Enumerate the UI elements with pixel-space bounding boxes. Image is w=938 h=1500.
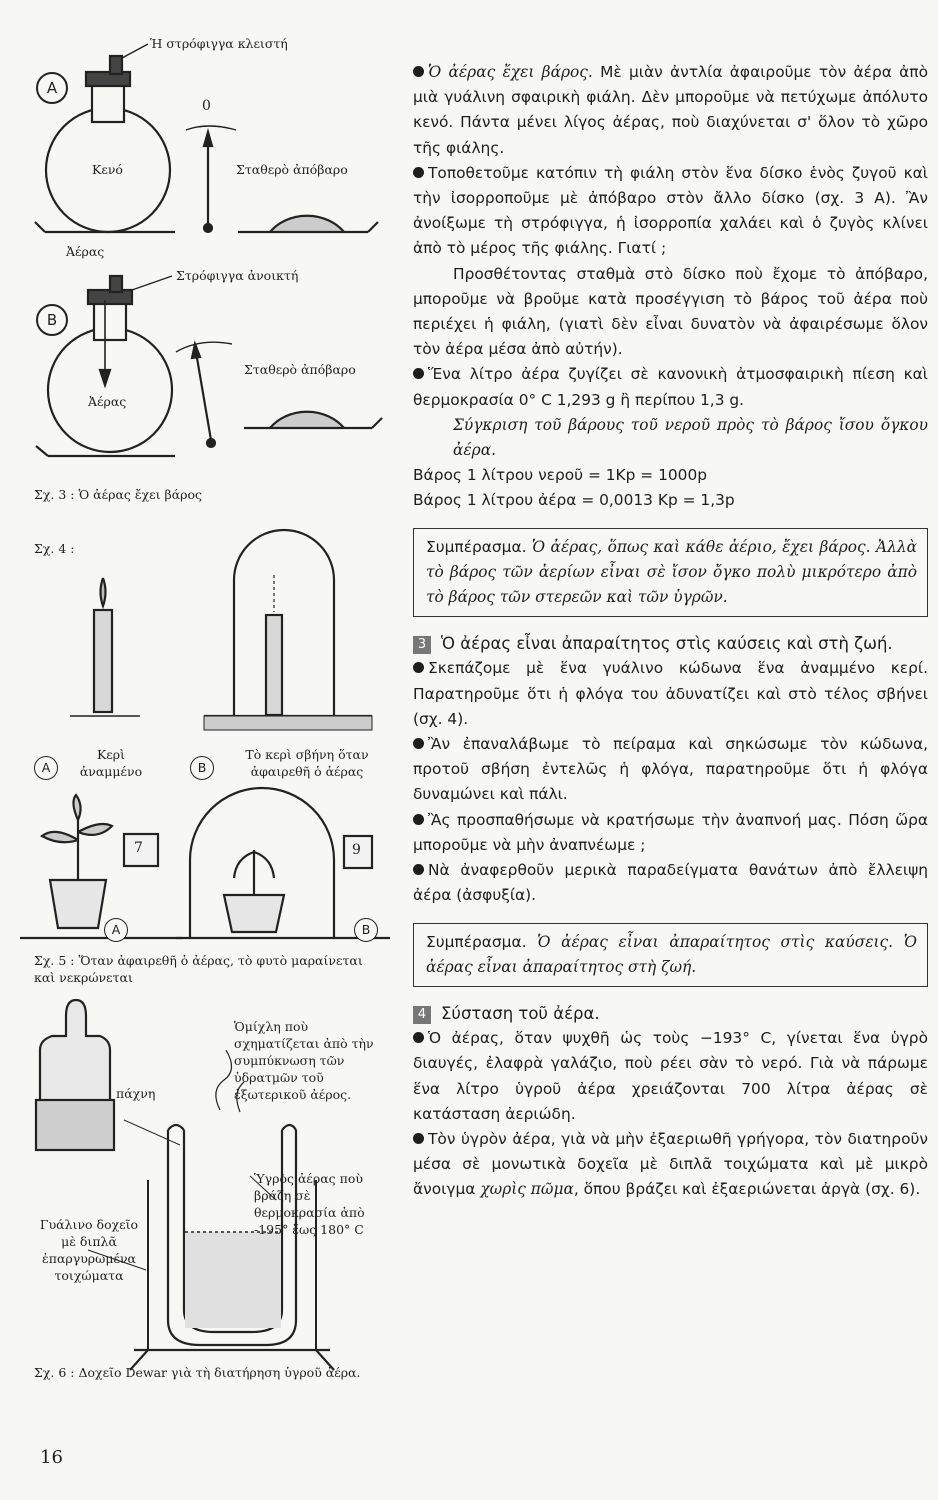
bullet-icon [413, 814, 424, 825]
figure5-caption: Σχ. 5 : Ὅταν ἀφαιρεθῆ ὁ ἀέρας, τὸ φυτὸ μαραίνεται καὶ νεκρώνεται [34, 953, 363, 985]
section-3-heading [413, 631, 928, 656]
conclusion-2-text: Ὁ ἀέρας εἶναι ἀπαραίτητος στὶς καύσεις. Ὁ ἀέρας εἶναι ἀπαραίτητος στὴ ζωή. [426, 932, 917, 976]
conclusion-1-label: Συμπέρασμα. [426, 537, 527, 556]
weight-dome-a [238, 216, 378, 232]
p2-text: Τοποθετοῦμε κατόπιν τὴ φιάλη στὸν ἕνα δίσκο ἑνὸς ζυγοῦ καὶ τὴν ἰσορροποῦμε μὲ ἀπόβαρο στὸν ἄλλο δίσκο (σχ. 3 A). Ἂν ἀνοίξωμε τὴ στρόφιγγα, ἡ ἰσορροπία χαλάει καὶ ὁ ζυγὸς κλίνει ἀπὸ τὸ μέρος τῆς φιάλης. Γιατί ; [413, 163, 928, 258]
paragraph-11 [413, 1026, 928, 1127]
circle-label-a: A [36, 72, 68, 104]
label-weight-a: Σταθερὸ ἀπόβαρο [236, 162, 348, 177]
p10-text: Νὰ ἀναφερθοῦν μερικὰ παραδείγματα θανάτων ἀπὸ ἔλλειψη ἀέρα (ἀσφυξία). [413, 861, 928, 905]
p1-rest: Μὲ μιὰν ἀντλία ἀφαιροῦμε τὸν ἀέρα ἀπὸ μιὰ γυάλινη σφαιρικὴ φιάλη. Δὲν μποροῦμε νὰ πετύχωμε ἀπόλυτο κενό. Πάντα μένει λίγος ἀέρας, ποὺ διαχύνεται σ' ὅλον τὸ χῶρο τῆς φιάλης. [413, 63, 928, 157]
conclusion-box-1 [413, 528, 928, 618]
flask-b [36, 276, 175, 456]
conclusion-box-2 [413, 923, 928, 987]
section-4-title: Σύσταση τοῦ ἀέρα. [441, 1003, 600, 1023]
weight-air-line: Βάρος 1 λίτρου ἀέρα = 0,0013 Kp = 1,3p [413, 491, 735, 510]
section-4-number: 4 [413, 1006, 431, 1024]
conclusion-1-text: Ὁ ἀέρας, ὅπως καὶ κάθε ἀέριο, ἔχει βάρος. Ἀλλὰ τὸ βάρος τῶν ἀερίων εἶναι σὲ ἴσον ὄγκο πολὺ μικρότερο ἀπὸ τὸ βάρος τῶν στερεῶν καὶ τῶν ὑγρῶν. [426, 537, 917, 607]
fig4-circle-b: B [190, 756, 214, 780]
weight-water-line: Βάρος 1 λίτρου νεροῦ = 1Kp = 1000p [413, 466, 708, 485]
fig5-circle-a: A [104, 918, 128, 942]
paragraph-4 [413, 362, 928, 412]
bullet-icon [413, 662, 424, 673]
label-valve-open: Στρόφιγγα ἀνοικτή [176, 268, 299, 283]
label-liquid-air: Ὑγρὸς ἀέρας ποὺ βράζη σὲ θερμοκρασία ἀπὸ -195° ἕως 180° C [254, 1171, 365, 1237]
p1-italic: Ὁ ἀέρας ἔχει βάρος. [428, 63, 593, 81]
scale-pointer-a [186, 126, 236, 232]
weight-dome-b [244, 412, 382, 428]
circle-label-b: B [36, 304, 68, 336]
plant-b [176, 788, 390, 938]
p11-text: Ὁ ἀέρας, ὅταν ψυχθῆ ὡς τοὺς −193° C, γίνεται ἕνα ὑγρὸ διαυγές, ἐλαφρὰ γαλάζιο, ποὺ ρέει σὰν τὸ νερό. Γιὰ νὰ πάρωμε ἕνα λίτρο ὑγροῦ ἀέρα χρειάζονται 700 λίτρα ἀέρας σὲ κατάσταση ἀεριώδη. [413, 1029, 928, 1123]
section-3-number: 3 [413, 636, 431, 654]
paragraph-12 [413, 1127, 928, 1203]
label-fog: Ὁμίχλη ποὺ σχηματίζεται ἀπὸ τὴν συμπύκνωση τῶν ὑδρατμῶν τοῦ ἐξωτερικοῦ ἀέρος. [234, 1019, 374, 1102]
bullet-icon [413, 1032, 424, 1043]
paragraph-8 [413, 732, 928, 808]
figure6-caption: Σχ. 6 : Δοχεῖο Dewar γιὰ τὴ διατήρηση ὑγροῦ ἀέρα. [34, 1365, 361, 1380]
text-column [413, 60, 928, 1203]
paragraph-10 [413, 858, 928, 908]
calendar-a: 7 [134, 840, 143, 856]
fig4-label-b: Τὸ κερὶ σβήνη ὅταν ἀφαιρεθῆ ὁ ἀέρας [245, 747, 369, 779]
p8-text: Ἂν ἐπαναλάβωμε τὸ πείραμα καὶ σηκώσωμε τὸν κώδωνα, προτοῦ σβήση ἐντελῶς ἡ φλόγα, παρατηροῦμε ὅτι ἡ φλόγα δυναμώνει καὶ πάλι. [413, 735, 928, 804]
label-glass-vessel: Γυάλινο δοχεῖο μὲ διπλᾶ ἐπαργυρωμένα τοιχώματα [39, 1217, 139, 1283]
fig4-circle-a: A [34, 756, 58, 780]
paragraph-2 [413, 161, 928, 262]
p12-text-a: Τὸν ὑγρὸν ἀέρα, γιὰ νὰ μὴν ἐξαεριωθῆ γρήγορα, τὸν διατηροῦν μέσα σὲ μονωτικὰ δοχεῖα μὲ διπλᾶ τοιχώματα καὶ μὲ μικρὸ ἄνοιγμα [413, 1129, 928, 1199]
p7-text: Σκεπάζομε μὲ ἕνα γυάλινο κώδωνα ἕνα ἀναμμένο κερί. Παρατηροῦμε ὅτι ἡ φλόγα του ἀδυνατίζει καὶ στὸ τέλος σβήνει (σχ. 4). [413, 659, 928, 728]
page-number: 16 [40, 1447, 63, 1468]
paragraph-5: Σύγκριση τοῦ βάρους τοῦ νεροῦ πρὸς τὸ βάρος ἴσου ὄγκου ἀέρα. [453, 415, 928, 460]
bullet-icon [413, 864, 424, 875]
p4-text: Ἕνα λίτρο ἀέρα ζυγίζει σὲ κανονικὴ ἀτμοσφαιρικὴ πίεση καὶ θερμοκρασία 0° C 1,293 g ἢ περίπου 1,3 g. [413, 365, 928, 409]
p9-text: Ἂς προσπαθήσωμε νὰ κρατήσωμε τὴν ἀναπνοή μας. Πόση ὥρα μποροῦμε νὰ μὴν ἀναπνέωμε ; [413, 810, 928, 854]
section-3-title: Ὁ ἀέρας εἶναι ἀπαραίτητος στὶς καύσεις καὶ στὴ ζωή. [441, 634, 893, 654]
label-air-in-flask: Ἀέρας [88, 394, 127, 409]
scale-zero: 0 [202, 98, 211, 114]
label-vacuum: Κενό [92, 162, 123, 177]
label-weight-b: Σταθερὸ ἀπόβαρο [244, 362, 356, 377]
fig4-label-a: Κερὶ ἀναμμένο [79, 747, 143, 779]
paragraph-7 [413, 656, 928, 732]
paragraph-3 [413, 262, 928, 363]
candle-a [70, 578, 140, 716]
section-4-heading [413, 1001, 928, 1026]
bullet-icon [413, 368, 424, 379]
figures-column [0, 0, 405, 1500]
bullet-icon [413, 738, 424, 749]
label-valve-closed: Ἡ στρόφιγγα κλειστή [150, 36, 288, 51]
bell-jar-candle-b [204, 530, 372, 730]
figure3-caption: Σχ. 3 : Ὁ ἀέρας ἔχει βάρος [34, 487, 203, 502]
paragraph-9 [413, 808, 928, 858]
p12-text-b: , ὅπου βράζει καὶ ἐξαεριώνεται ἀργὰ (σχ. 6). [573, 1180, 921, 1199]
label-frost: πάχνη [116, 1086, 156, 1101]
p12-italic: χωρὶς πῶμα [480, 1180, 574, 1199]
p3-text: Προσθέτοντας σταθμὰ στὸ δίσκο ποὺ ἔχομε τὸ ἀπόβαρο, μποροῦμε νὰ βροῦμε κατὰ προσέγγιση τὸ βάρος τοῦ ἀέρα ποὺ περιέχει ἡ φιάλη, (γιατὶ δὲν εἶναι δυνατὸν νὰ ἀφαιρέσωμε ὅλον τὸν ἀέρα μέσα ἀπὸ αὐτήν). [413, 264, 928, 359]
scale-pointer-b [176, 342, 232, 447]
figure4-caption: Σχ. 4 : [34, 541, 75, 556]
conclusion-2-label: Συμπέρασμα. [426, 932, 527, 951]
fig5-circle-b: B [354, 918, 378, 942]
plant-a [20, 795, 182, 938]
paragraph-1 [413, 60, 928, 161]
bullet-icon [413, 66, 424, 77]
bullet-icon [413, 167, 424, 178]
label-air-top: Ἀέρας [66, 244, 105, 259]
calendar-b: 9 [352, 842, 361, 858]
bullet-icon [413, 1133, 424, 1144]
